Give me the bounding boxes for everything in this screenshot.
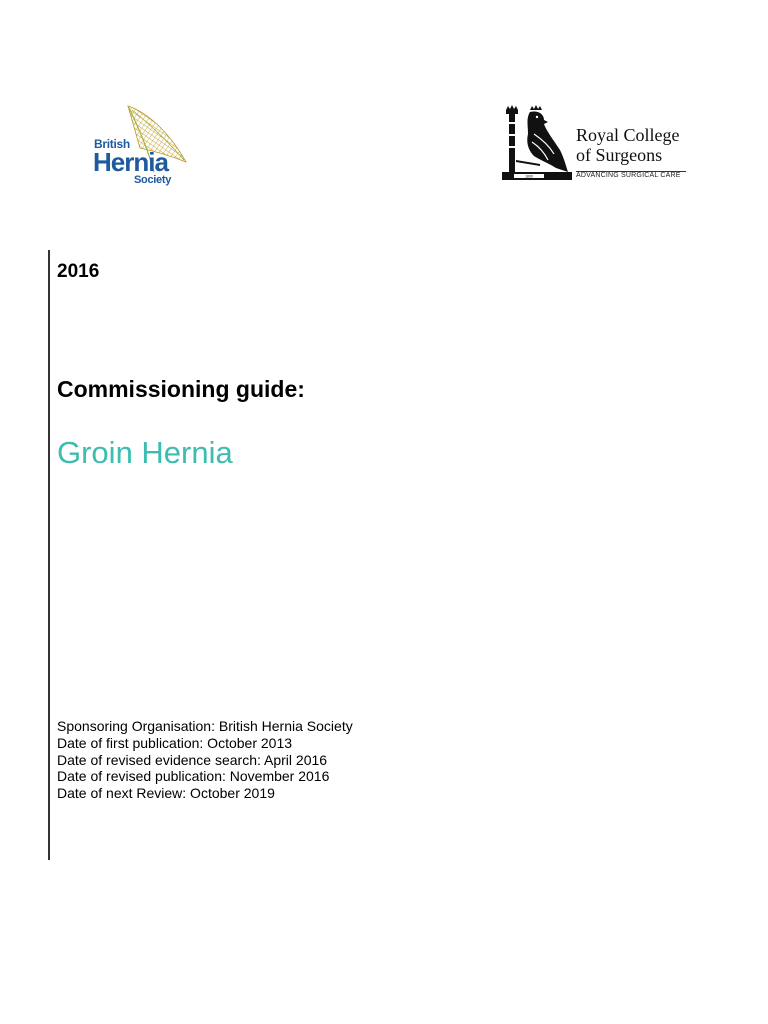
- svg-text:1800: 1800: [525, 174, 533, 179]
- rcs-logo-text-of-surgeons: of Surgeons: [576, 145, 663, 165]
- publication-metadata: [57, 718, 353, 802]
- metadata-sponsoring-organisation: Sponsoring Organisation: British Hernia Society: [57, 718, 353, 734]
- metadata-next-review: Date of next Review: October 2019: [57, 785, 275, 802]
- document-year: 2016: [57, 261, 100, 282]
- british-hernia-society-logo: [88, 100, 198, 192]
- metadata-revised-publication: Date of revised publication: November 2016: [57, 768, 330, 785]
- rcs-logo-text-royal-college: Royal College: [576, 125, 680, 145]
- bhs-logo-text-hernia: Hernia: [93, 147, 168, 177]
- metadata-first-publication: Date of first publication: October 2013: [57, 734, 293, 751]
- falcon-crest-icon: [500, 104, 574, 184]
- document-title: Groin Hernia: [57, 435, 233, 470]
- left-vertical-rule: [48, 250, 50, 860]
- royal-college-of-surgeons-logo: [500, 104, 700, 184]
- bhs-logo-text-society: Society: [134, 174, 172, 186]
- rcs-logo-tagline: ADVANCING SURGICAL CARE: [576, 172, 681, 179]
- document-type-heading: Commissioning guide:: [57, 376, 305, 402]
- bhs-logo-text-british: British: [94, 137, 130, 151]
- metadata-revised-evidence-search: Date of revised evidence search: April 2016: [57, 751, 328, 768]
